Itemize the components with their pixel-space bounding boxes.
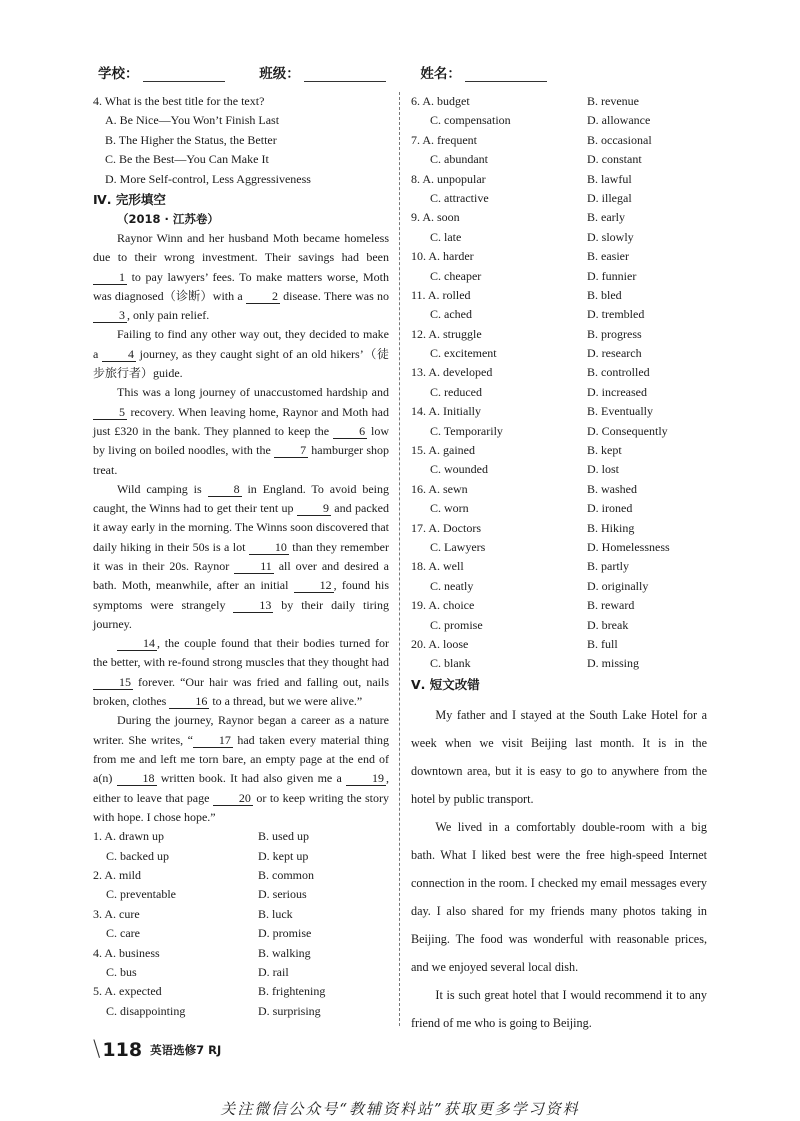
class-field: 班级： [259,62,386,82]
cloze-blank-19[interactable]: 19 [346,771,386,786]
choice-row [411,422,707,441]
choice-option[interactable]: B. easier [587,249,629,264]
choice-option[interactable]: B. reward [587,598,635,613]
cloze-blank-7[interactable]: 7 [274,443,308,458]
choice-option[interactable]: D. constant [587,152,642,167]
choice-option[interactable]: D. serious [258,887,307,902]
choice-option[interactable]: B. Hiking [587,520,635,535]
choice-option[interactable]: B. frightening [258,984,326,999]
choice-option[interactable]: B. controlled [587,365,650,380]
choice-row [93,885,389,904]
choice-option[interactable]: C. ached [430,307,472,322]
choice-option[interactable]: B. occasional [587,132,652,147]
cloze-blank-9[interactable]: 9 [297,501,331,516]
choice-row [93,963,389,982]
choice-option[interactable]: B. bled [587,287,622,302]
page-footer [93,1037,221,1062]
right-choice-list [411,92,707,674]
choice-option[interactable]: D. research [587,346,642,361]
promo-banner: 关注微信公众号“教辅资料站”获取更多学习资料 [220,1100,580,1118]
choice-option[interactable]: B. walking [258,945,311,960]
choice-option[interactable]: 9. A. soon [411,210,460,225]
passage-paragraph: During the journey, Raynor began a career as a nature writer. She writes, “ 17 had taken every material thing from me and left me torn bare, an empty page at the end of a(n) 18 written book. It had also given me a 19 , either to leave that page 20 or to keep writing the story with hope. I chose hope.” [93,713,389,824]
choice-option[interactable]: C. bus [106,964,137,979]
choice-option[interactable]: 8. A. unpopular [411,171,486,186]
column-divider [399,92,400,1026]
choice-row [93,1002,389,1021]
choice-option[interactable]: C. preventable [106,887,176,902]
cloze-blank-4[interactable]: 4 [102,347,136,362]
choice-row [411,247,707,266]
cloze-blank-5[interactable]: 5 [93,405,127,420]
choice-option[interactable]: 10. A. harder [411,249,474,264]
choice-row [411,286,707,305]
name-blank[interactable] [465,67,547,82]
cloze-blank-14[interactable]: 14 [117,636,157,651]
choice-option[interactable]: C. reduced [430,384,482,399]
choice-row [411,363,707,382]
passage-paragraph: 14 , the couple found that their bodies turned for the better, with re-found strong muscles that they thought had 15 forever. “Our hair was fried and falling out, nails broken, clothes 16 to a thread, but we were alive.” [93,636,389,709]
cloze-blank-16[interactable]: 16 [169,694,209,709]
school-field: 学校： [98,62,225,82]
choice-option[interactable]: B. early [587,210,625,225]
choice-option[interactable]: D. kept up [258,848,309,863]
choice-option[interactable]: B. lawful [587,171,632,186]
choice-row [411,519,707,538]
cloze-blank-8[interactable]: 8 [208,482,242,497]
choice-option[interactable]: 6. A. budget [411,94,470,108]
choice-option[interactable]: D. rail [258,964,289,979]
q4-stem: 4. What is the best title for the text? [93,94,265,108]
choice-row [411,208,707,227]
choice-row [411,150,707,169]
choice-row [411,402,707,421]
choice-option[interactable]: B. revenue [587,94,639,108]
choice-row [411,305,707,324]
choice-option[interactable]: D. missing [587,656,640,671]
essay-paragraph: It is such great hotel that I would recommend it to any friend of me who is going to Beijing. [411,987,707,1030]
choice-option[interactable]: D. slowly [587,229,634,244]
choice-option[interactable]: 14. A. Initially [411,404,481,419]
section-4-title: Ⅳ. 完形填空 [93,191,166,207]
choice-option[interactable]: D. illegal [587,190,632,205]
choice-row [411,131,707,150]
passage-paragraph: Raynor Winn and her husband Moth became homeless due to their wrong investment. Their savings had been 1 to pay lawyers’ fees. To make matters worse, Moth was diagnosed（诊断）with a 2 disease. There was no 3 , only pain relief. [93,230,389,323]
cloze-passage [93,229,389,827]
cloze-blank-3[interactable]: 3 [93,308,127,323]
choice-option[interactable]: B. progress [587,326,642,341]
name-field: 姓名： [420,62,547,82]
q4-option: C. Be the Best—You Can Make It [105,152,269,167]
choice-option[interactable]: 15. A. gained [411,443,475,458]
choice-option[interactable]: 11. A. rolled [411,287,471,302]
section-4-source: （2018 · 江苏卷） [117,211,219,226]
choice-option[interactable]: D. funnier [587,268,637,283]
class-blank[interactable] [304,67,386,82]
section-5-title: Ⅴ. 短文改错 [411,676,480,692]
cloze-blank-6[interactable]: 6 [333,424,367,439]
q4-option: D. More Self-control, Less Aggressiveness [105,171,311,186]
left-choice-list [93,827,389,1021]
choice-option[interactable]: 4. A. business [93,945,160,960]
cloze-blank-2[interactable]: 2 [246,289,280,304]
choice-option[interactable]: B. Eventually [587,404,653,419]
cloze-blank-20[interactable]: 20 [213,791,253,806]
cloze-blank-10[interactable]: 10 [249,540,289,555]
choice-option[interactable]: C. neatly [430,578,474,593]
choice-option[interactable]: C. late [430,229,462,244]
error-correction-essay [411,701,707,1037]
choice-option[interactable]: C. compensation [430,113,511,128]
choice-option[interactable]: 18. A. well [411,559,464,574]
choice-option[interactable]: C. backed up [106,848,169,863]
choice-option[interactable]: 5. A. expected [93,984,162,999]
choice-row [411,654,707,673]
choice-option[interactable]: 16. A. sewn [411,481,468,496]
footer-slash-mark: \ [93,1037,101,1062]
choice-option[interactable]: C. abundant [430,152,488,167]
choice-row [411,480,707,499]
choice-option[interactable]: C. blank [430,656,471,671]
choice-option[interactable]: D. allowance [587,113,651,128]
choice-option[interactable]: C. Temporarily [430,423,503,438]
choice-option[interactable]: D. trembled [587,307,645,322]
choice-option[interactable]: 3. A. cure [93,906,140,921]
book-title: 英语选修7 RJ [150,1042,222,1057]
choice-option[interactable]: B. partly [587,559,629,574]
choice-option[interactable]: 1. A. drawn up [93,829,164,844]
choice-option[interactable]: B. used up [258,829,309,844]
choice-option[interactable]: B. luck [258,906,293,921]
choice-option[interactable]: D. promise [258,926,312,941]
choice-option[interactable]: 19. A. choice [411,598,475,613]
cloze-blank-18[interactable]: 18 [117,771,157,786]
choice-option[interactable]: B. washed [587,481,637,496]
cloze-blank-11[interactable]: 11 [234,559,274,574]
choice-option[interactable]: C. disappointing [106,1003,186,1018]
choice-row [93,944,389,963]
choice-row [411,538,707,557]
choice-row [93,847,389,866]
cloze-blank-15[interactable]: 15 [93,675,133,690]
passage-paragraph: Wild camping is 8 in England. To avoid being caught, the Winns had to get their tent up 9 and packed it away early in the morning. The Winns soon discovered that daily hiking in their 50s is a lot 10 than they remember it was in their 20s. Raynor 11 all over and desired a bath. Moth, meanwhile, after an initial 12 , found his symptoms were strangely 13 by their daily tiring journey. [93,481,390,631]
choice-row [411,325,707,344]
choice-row [411,441,707,460]
choice-option[interactable]: D. originally [587,578,649,593]
cloze-blank-17[interactable]: 17 [193,733,233,748]
q4-option: A. Be Nice—You Won’t Finish Last [105,113,280,128]
choice-row [411,499,707,518]
choice-option[interactable]: 20. A. loose [411,636,469,651]
choice-row [411,596,707,615]
choice-option[interactable]: 13. A. developed [411,365,493,380]
choice-option[interactable]: C. promise [430,617,483,632]
choice-row [411,557,707,576]
student-info-header [98,62,547,82]
cloze-blank-12[interactable]: 12 [294,578,334,593]
choice-row [411,460,707,479]
choice-row [411,616,707,635]
choice-row [411,189,707,208]
left-column [93,92,389,1021]
choice-option[interactable]: D. ironed [587,501,633,516]
choice-option[interactable]: C. care [106,926,140,941]
choice-option[interactable]: 17. A. Doctors [411,520,481,535]
choice-row [93,905,389,924]
choice-row [411,111,707,130]
choice-row [411,344,707,363]
choice-option[interactable]: C. worn [430,501,469,516]
choice-row [93,866,389,885]
choice-row [411,577,707,596]
choice-option[interactable]: D. surprising [258,1003,321,1018]
choice-row [93,924,389,943]
choice-row [93,827,389,846]
choice-option[interactable]: B. common [258,867,314,882]
choice-row [411,170,707,189]
choice-option[interactable]: 2. A. mild [93,867,142,882]
choice-option[interactable]: C. wounded [430,462,488,477]
essay-paragraph: My father and I stayed at the South Lake Hotel for a week when we visit Beijing last month. It is in the downtown area, but it is easy to go to anywhere from the hotel by public transport. [411,707,707,806]
choice-row [93,982,389,1001]
choice-option[interactable]: D. increased [587,384,647,399]
passage-paragraph: This was a long journey of unaccustomed hardship and 5 recovery. When leaving home, Raynor and Moth had just £320 in the bank. They planned to keep the 6 low by living on boiled noodles, with the 7 hamburger shop treat. [93,385,390,477]
cloze-blank-1[interactable]: 1 [93,270,127,285]
choice-option[interactable]: D. break [587,617,629,632]
choice-option[interactable]: C. excitement [430,346,497,361]
choice-option[interactable]: 12. A. struggle [411,326,482,341]
choice-option[interactable]: B. kept [587,443,622,458]
choice-option[interactable]: C. Lawyers [430,539,486,554]
choice-option[interactable]: D. Homelessness [587,539,670,554]
school-blank[interactable] [143,67,225,82]
choice-option[interactable]: C. attractive [430,190,489,205]
choice-option[interactable]: D. Consequently [587,423,668,438]
choice-row [411,635,707,654]
choice-row [411,267,707,286]
right-column [411,92,707,1037]
choice-option[interactable]: D. lost [587,462,620,477]
choice-option[interactable]: C. cheaper [430,268,482,283]
q4-option: B. The Higher the Status, the Better [105,132,277,147]
choice-row [411,383,707,402]
choice-row [411,92,707,111]
choice-row [411,228,707,247]
essay-paragraph: We lived in a comfortably double-room with a big bath. What I liked best were the free high-speed Internet connection in the room. I checked my email messages every day. I also shared for my friends many photos taking in Beijing. The food was wonderful with reasonable prices, and we enjoyed several local dish. [411,819,707,974]
choice-option[interactable]: B. full [587,636,618,651]
page-number: 118 [102,1038,143,1061]
cloze-blank-13[interactable]: 13 [233,598,273,613]
choice-option[interactable]: 7. A. frequent [411,132,477,147]
passage-paragraph: Failing to find any other way out, they decided to make a 4 journey, as they caught sight of an old hikers’（徒步旅行者）guide. [93,327,389,381]
